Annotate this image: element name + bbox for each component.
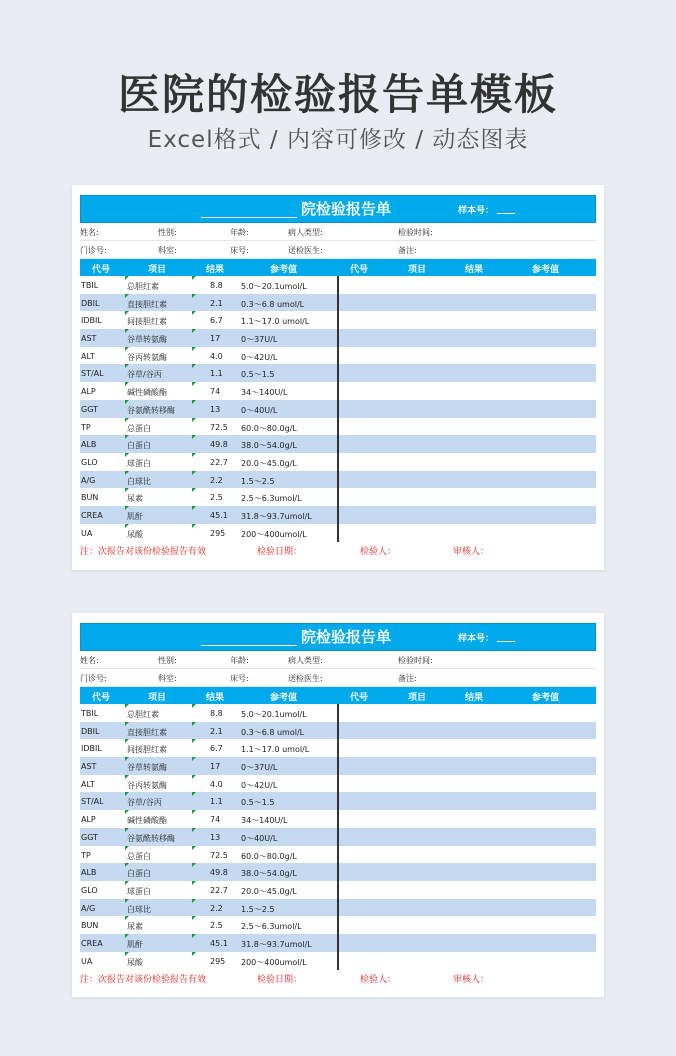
cell-comment-marker [192,810,196,814]
hospital-name-blank[interactable] [201,645,297,646]
results-table [80,704,596,969]
cell-item: 总胆红素 [127,710,159,719]
cell-code: DBIL [81,298,100,308]
cell-reference: 31.8～93.7umol/L [241,939,312,949]
cell-reference: 0～40U/L [241,405,278,415]
cell-result: 45.1 [210,510,228,520]
cell-item: 总胆红素 [127,282,159,291]
cell-result: 6.7 [210,744,223,754]
cell-comment-marker [192,739,196,743]
info-field-label: 门诊号: [80,246,107,255]
cell-comment-marker [192,934,196,938]
cell-comment-marker [125,934,129,938]
cell-reference: 1.1～17.0 umol/L [241,317,310,327]
report-title-bar [80,195,596,223]
sample-number-blank[interactable] [497,213,515,214]
cell-comment-marker [192,453,196,457]
cell-comment-marker [125,364,129,368]
cell-reference: 2.5～6.3umol/L [241,922,302,932]
info-field-label: 病人类型: [288,656,323,665]
cell-code: UA [81,528,93,538]
sample-number-label: 样本号： [458,206,495,216]
sample-number-blank[interactable] [497,641,515,642]
cell-reference: 1.5～2.5 [241,904,275,914]
cell-item: 白球比 [127,904,151,914]
column-header: 项目 [408,693,427,703]
cell-item: 碱性磷酸酯 [127,816,167,826]
cell-reference: 38.0～54.0g/L [241,441,297,451]
cell-reference: 34～140U/L [241,816,288,826]
footer-field: 检验人： [360,547,397,558]
patient-info-row [80,241,596,259]
cell-comment-marker [125,524,129,528]
cell-comment-marker [192,488,196,492]
cell-reference: 0～40U/L [241,833,278,843]
cell-result: 72.5 [210,850,228,860]
cell-result: 13 [210,404,221,414]
cell-comment-marker [125,775,129,779]
cell-comment-marker [125,899,129,903]
cell-comment-marker [125,506,129,510]
cell-item: 尿素 [127,922,143,932]
cell-code: AST [81,334,97,344]
info-field-label: 性别: [158,656,177,665]
column-header: 代号 [92,265,111,275]
info-field-label: 性别: [158,228,177,237]
cell-comment-marker [125,704,129,708]
footer-field: 审核人： [453,547,490,558]
cell-result: 4.0 [210,351,223,361]
info-field-label: 姓名: [80,656,99,665]
cell-comment-marker [192,418,196,422]
report-sheet [80,195,596,558]
column-header: 代号 [92,693,111,703]
cell-comment-marker [125,400,129,404]
cell-comment-marker [192,294,196,298]
cell-result: 295 [210,956,226,966]
cell-code: TP [81,422,91,432]
cell-result: 22.7 [210,457,228,467]
cell-comment-marker [125,418,129,422]
cell-code: A/G [81,903,96,913]
cell-reference: 1.5～2.5 [241,476,275,486]
footer-field: 审核人： [453,975,490,986]
hero-title: 医院的检验报告单模板 [117,70,558,119]
cell-code: ALP [81,387,96,397]
cell-reference: 0.5～1.5 [241,798,275,808]
cell-comment-marker [125,382,129,386]
report-title-bar [80,623,596,651]
cell-comment-marker [125,916,129,920]
patient-info-row [80,651,596,669]
info-field-label: 科室: [158,246,177,255]
cell-result: 74 [210,387,221,397]
cell-comment-marker [125,810,129,814]
cell-reference: 34～140U/L [241,388,288,398]
cell-result: 2.2 [210,903,223,913]
column-header-row [80,259,596,276]
column-divider [337,704,339,970]
cell-result: 1.1 [210,369,223,379]
cell-comment-marker [192,916,196,920]
info-field-label: 科室: [158,674,177,683]
cell-item: 碱性磷酸酯 [127,388,167,398]
cell-result: 8.8 [210,709,223,718]
cell-result: 45.1 [210,938,228,948]
cell-code: A/G [81,475,96,485]
hospital-name-blank[interactable] [201,217,297,218]
info-field-label: 门诊号: [80,674,107,683]
cell-item: 直接胆红素 [127,299,167,309]
info-field-label: 检验时间: [398,656,433,665]
cell-comment-marker [125,294,129,298]
cell-reference: 200～400umol/L [241,957,307,967]
cell-code: BUN [81,921,99,931]
cell-comment-marker [125,863,129,867]
cell-item: 间接胆红素 [127,745,167,755]
cell-comment-marker [192,881,196,885]
cell-comment-marker [125,276,129,280]
cell-comment-marker [192,952,196,956]
report-title: 院检验报告单 [301,200,392,218]
cell-comment-marker [125,471,129,475]
footer-field: 注：次报告对该份检验报告有效 [80,547,207,558]
cell-comment-marker [192,757,196,761]
cell-code: GLO [81,885,98,895]
cell-code: IDBIL [81,316,102,326]
cell-item: 白蛋白 [127,441,151,451]
cell-result: 2.1 [210,726,223,736]
cell-code: ALB [81,868,97,878]
cell-reference: 0.3～6.8 umol/L [241,299,305,309]
cell-code: ST/AL [81,369,104,379]
column-header: 参考值 [270,693,298,703]
cell-item: 谷丙转氨酶 [127,780,167,790]
cell-comment-marker [192,435,196,439]
cell-comment-marker [125,435,129,439]
cell-comment-marker [192,704,196,708]
cell-reference: 5.0～20.1umol/L [241,282,307,291]
column-header: 结果 [206,265,225,275]
sample-number-label: 样本号： [458,634,495,644]
cell-comment-marker [125,792,129,796]
cell-comment-marker [192,846,196,850]
info-field-label: 病人类型: [288,228,323,237]
column-header: 项目 [408,265,427,275]
cell-item: 肌酐 [127,939,143,949]
column-header: 结果 [465,265,484,275]
cell-result: 8.8 [210,281,223,290]
cell-item: 白球比 [127,476,151,486]
cell-code: DBIL [81,726,100,736]
cell-result: 1.1 [210,797,223,807]
cell-reference: 5.0～20.1umol/L [241,710,307,719]
column-header: 代号 [350,265,369,275]
cell-result: 17 [210,762,221,772]
footer-field: 检验人： [360,975,397,986]
cell-comment-marker [192,863,196,867]
report-footer [80,541,596,558]
cell-item: 尿酸 [127,529,143,539]
cell-item: 白蛋白 [127,869,151,879]
cell-item: 谷草/谷丙 [127,370,162,380]
cell-item: 总蛋白 [127,851,151,861]
cell-item: 球蛋白 [127,886,151,896]
cell-item: 谷丙转氨酶 [127,352,167,362]
cell-result: 295 [210,528,226,538]
cell-item: 总蛋白 [127,423,151,433]
cell-result: 22.7 [210,885,228,895]
cell-reference: 1.1～17.0 umol/L [241,745,310,755]
column-header: 项目 [148,693,167,703]
cell-reference: 20.0～45.0g/L [241,886,297,896]
cell-code: CREA [81,938,103,948]
cell-comment-marker [192,329,196,333]
column-divider [337,276,339,542]
cell-comment-marker [125,881,129,885]
cell-item: 谷氨酰转移酶 [127,833,175,843]
cell-item: 肌酐 [127,511,143,521]
info-field-label: 年龄: [230,228,249,237]
cell-result: 2.5 [210,921,223,931]
column-header: 项目 [148,265,167,275]
cell-code: ALP [81,815,96,825]
cell-result: 2.1 [210,298,223,308]
column-header: 代号 [350,693,369,703]
cell-code: UA [81,956,93,966]
cell-code: ALT [81,351,95,361]
cell-code: IDBIL [81,744,102,754]
cell-reference: 20.0～45.0g/L [241,458,297,468]
hero-subtitle: Excel格式 / 内容可修改 / 动态图表 [147,127,529,153]
cell-code: CREA [81,510,103,520]
column-header-row [80,687,596,704]
cell-comment-marker [192,347,196,351]
report-sheet [80,623,596,986]
cell-result: 2.5 [210,493,223,503]
cell-reference: 2.5～6.3umol/L [241,494,302,504]
cell-result: 4.0 [210,779,223,789]
cell-comment-marker [125,311,129,315]
column-header: 结果 [465,693,484,703]
cell-code: TBIL [81,281,99,290]
cell-result: 13 [210,832,221,842]
cell-comment-marker [192,899,196,903]
cell-comment-marker [125,828,129,832]
cell-code: GGT [81,404,98,414]
cell-code: AST [81,762,97,772]
patient-info-row [80,669,596,687]
results-table [80,276,596,541]
patient-info-row [80,223,596,241]
column-header: 参考值 [270,265,298,275]
cell-reference: 0.5～1.5 [241,370,275,380]
info-field-label: 床号: [230,246,249,255]
cell-item: 谷草/谷丙 [127,798,162,808]
cell-comment-marker [192,311,196,315]
footer-field: 检验日期： [257,975,303,986]
cell-result: 49.8 [210,440,228,450]
cell-comment-marker [192,775,196,779]
column-header: 参考值 [532,265,560,275]
info-field-label: 送检医生: [288,246,323,255]
cell-reference: 60.0～80.0g/L [241,851,297,861]
column-header: 结果 [206,693,225,703]
report-title: 院检验报告单 [301,628,392,646]
cell-comment-marker [125,952,129,956]
cell-item: 谷草转氨酶 [127,763,167,773]
cell-result: 17 [210,334,221,344]
info-field-label: 检验时间: [398,228,433,237]
cell-comment-marker [192,828,196,832]
cell-code: GGT [81,832,98,842]
info-field-label: 备注: [398,246,417,255]
cell-reference: 0～37U/L [241,763,278,773]
cell-item: 谷氨酰转移酶 [127,405,175,415]
cell-code: GLO [81,457,98,467]
cell-comment-marker [125,488,129,492]
cell-result: 72.5 [210,422,228,432]
cell-item: 球蛋白 [127,458,151,468]
cell-comment-marker [125,722,129,726]
cell-reference: 60.0～80.0g/L [241,423,297,433]
cell-comment-marker [192,276,196,280]
cell-code: TP [81,850,91,860]
cell-result: 74 [210,815,221,825]
cell-reference: 0～42U/L [241,780,278,790]
cell-code: ALT [81,779,95,789]
report-footer [80,969,596,986]
cell-item: 尿素 [127,494,143,504]
cell-result: 6.7 [210,316,223,326]
cell-comment-marker [192,524,196,528]
cell-reference: 0.3～6.8 umol/L [241,727,305,737]
cell-result: 49.8 [210,868,228,878]
cell-comment-marker [192,506,196,510]
cell-reference: 0～42U/L [241,352,278,362]
cell-item: 尿酸 [127,957,143,967]
cell-comment-marker [192,722,196,726]
cell-comment-marker [192,364,196,368]
cell-comment-marker [192,471,196,475]
cell-comment-marker [192,792,196,796]
cell-comment-marker [125,347,129,351]
cell-code: ST/AL [81,797,104,807]
cell-reference: 200～400umol/L [241,529,307,539]
cell-code: BUN [81,493,99,503]
cell-comment-marker [125,846,129,850]
cell-item: 谷草转氨酶 [127,335,167,345]
cell-item: 直接胆红素 [127,727,167,737]
report-card-1 [72,185,604,570]
cell-result: 2.2 [210,475,223,485]
column-header: 参考值 [532,693,560,703]
cell-comment-marker [125,739,129,743]
cell-comment-marker [125,757,129,761]
report-card-2 [72,613,604,997]
info-field-label: 送检医生: [288,674,323,683]
cell-code: TBIL [81,709,99,718]
cell-comment-marker [125,329,129,333]
cell-reference: 38.0～54.0g/L [241,869,297,879]
info-field-label: 备注: [398,674,417,683]
cell-code: ALB [81,440,97,450]
cell-item: 间接胆红素 [127,317,167,327]
cell-comment-marker [192,382,196,386]
info-field-label: 年龄: [230,656,249,665]
cell-reference: 0～37U/L [241,335,278,345]
info-field-label: 姓名: [80,228,99,237]
footer-field: 注：次报告对该份检验报告有效 [80,975,207,986]
info-field-label: 床号: [230,674,249,683]
cell-comment-marker [192,400,196,404]
footer-field: 检验日期： [257,547,303,558]
cell-comment-marker [125,453,129,457]
cell-reference: 31.8～93.7umol/L [241,511,312,521]
